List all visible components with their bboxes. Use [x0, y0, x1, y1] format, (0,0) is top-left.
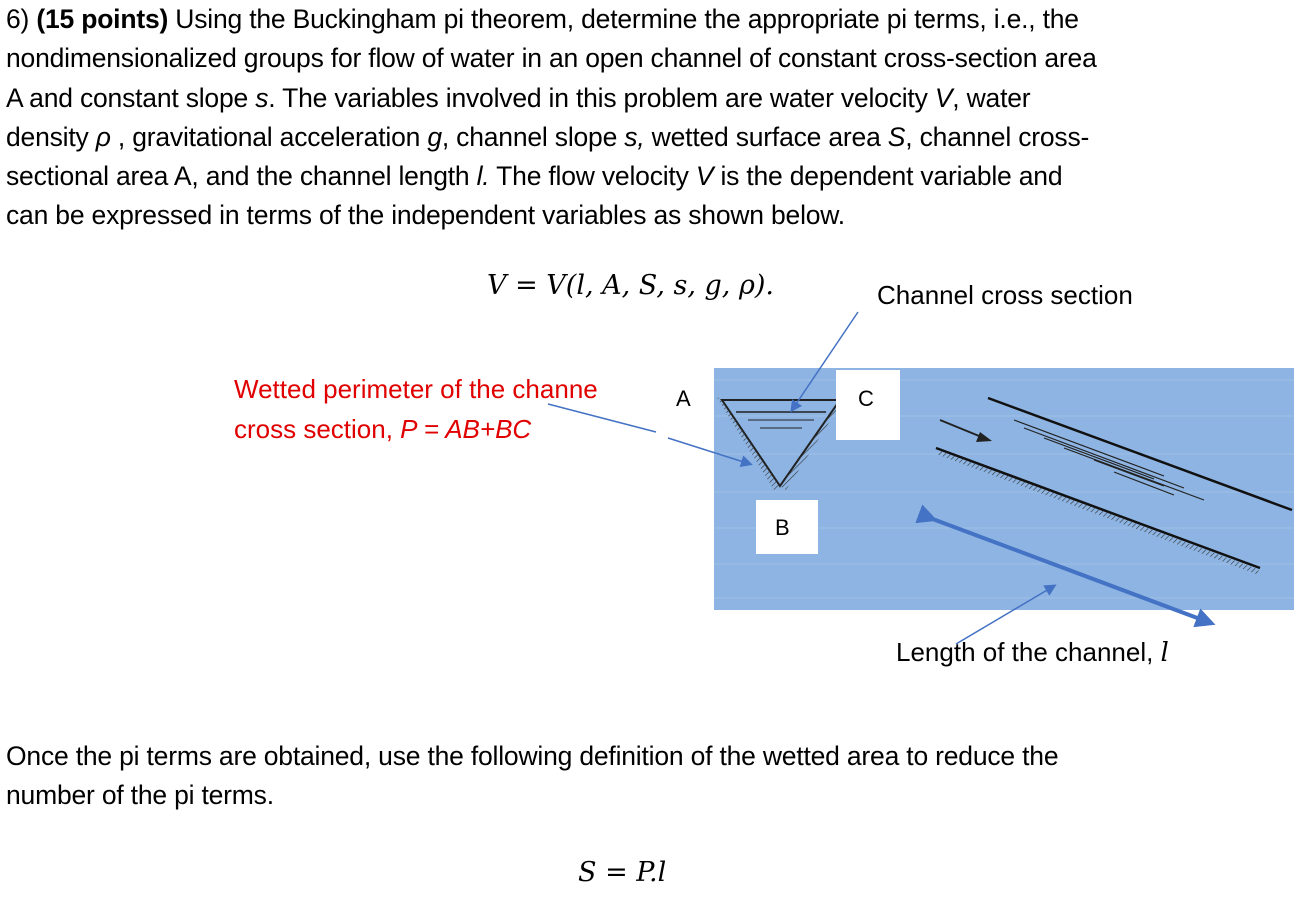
length-pointer-arrow — [956, 586, 1054, 644]
wetted-perimeter-label-line1: Wetted perimeter of the channe — [234, 374, 598, 404]
problem-line-5: sectional area A, and the channel length l. The flow velocity V is the dependent variable and — [6, 161, 1063, 192]
cross-section-label: Channel cross section — [877, 280, 1133, 310]
point-c-label: C — [858, 386, 874, 411]
perimeter-formula: P = AB+BC — [400, 414, 532, 444]
problem-line-1: 6) (15 points) Using the Buckingham pi theorem, determine the appropriate pi terms, i.e., the — [6, 4, 1079, 34]
problem-points: (15 points) — [36, 4, 169, 34]
reduction-line-1: Once the pi terms are obtained, use the following definition of the wetted area to reduce the — [6, 741, 1059, 771]
length-double-arrow — [930, 518, 1208, 622]
wetted-area-equation: S = P.l — [578, 857, 667, 888]
wetted-perimeter-label-line2: cross section, P = AB+BC — [234, 414, 532, 444]
point-b-label: B — [775, 515, 790, 540]
length-symbol: l — [1160, 638, 1169, 668]
point-a-label: A — [676, 386, 691, 411]
cross-section-arrow — [792, 312, 858, 410]
problem-line-2: nondimensionalized groups for flow of water in an open channel of constant cross-section area — [6, 43, 1097, 74]
problem-line-6: can be expressed in terms of the independent variables as shown below. — [6, 200, 845, 231]
problem-line-4: density ρ , gravitational acceleration g, channel slope s, wetted surface area S, channel cross- — [6, 121, 1090, 152]
length-label: Length of the channel, l — [896, 637, 1169, 668]
problem-number: 6) — [6, 4, 30, 34]
reduction-paragraph — [6, 737, 1291, 816]
wetted-perimeter-arrow — [668, 438, 750, 464]
problem-line-3: A and constant slope s. The variables involved in this problem are water velocity V, water — [6, 82, 1031, 113]
velocity-equation: V = V(l, A, S, s, g, ρ). — [487, 270, 774, 301]
reduction-line-2: number of the pi terms. — [6, 780, 274, 811]
wetted-perimeter-line — [548, 404, 656, 432]
